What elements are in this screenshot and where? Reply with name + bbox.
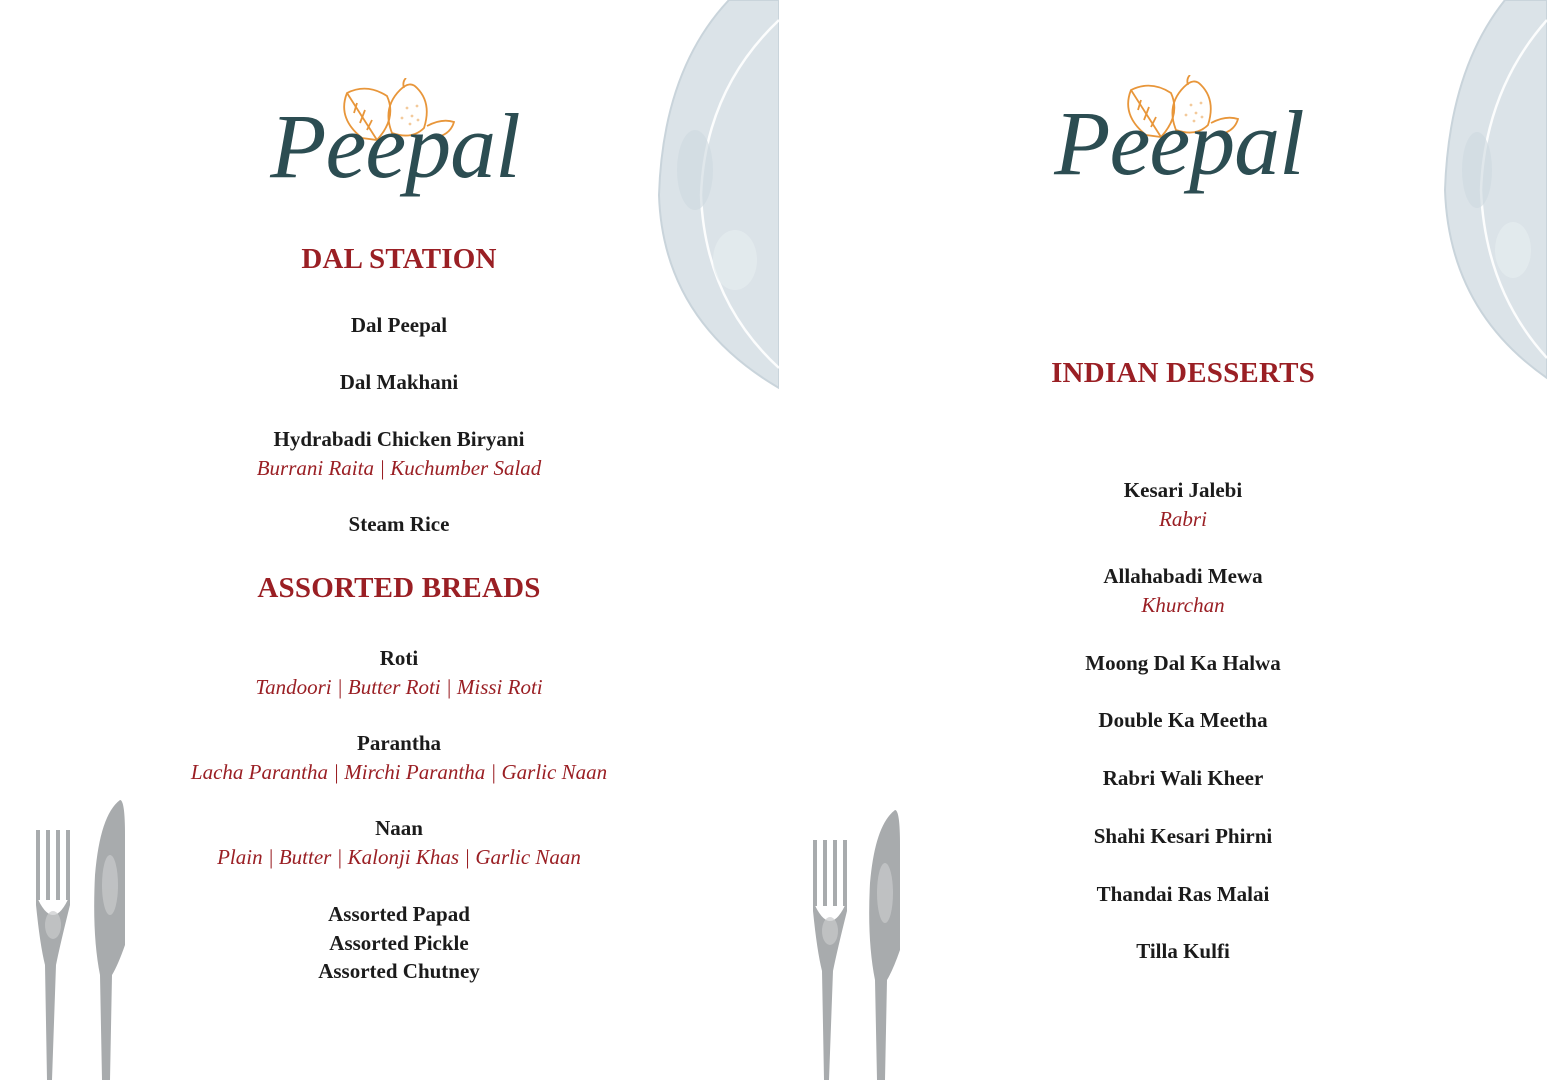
menu-item: Roti Tandoori | Butter Roti | Missi Roti	[255, 646, 543, 699]
menu-item: Double Ka Meetha	[1098, 708, 1268, 732]
menu-item: Moong Dal Ka Halwa	[1085, 651, 1281, 675]
logo-wordmark: Peepal	[1054, 92, 1304, 194]
menu-item: Shahi Kesari Phirni	[1093, 824, 1273, 848]
section-title-indian-desserts: INDIAN DESSERTS	[1051, 357, 1315, 389]
menu-item: Allahabadi Mewa Khurchan	[1103, 564, 1263, 617]
menu-item: Dal Peepal	[350, 313, 448, 337]
menu-item: Naan Plain | Butter | Kalonji Khas | Garlic Naan	[217, 816, 581, 869]
menu-item: Rabri Wali Kheer	[1102, 766, 1264, 790]
menu-item: Steam Rice	[348, 512, 450, 536]
menu-item: Parantha Lacha Parantha | Mirchi Parantha | Garlic Naan	[190, 731, 608, 784]
peepal-logo	[270, 78, 520, 208]
plate-illustration	[1443, 0, 1547, 380]
menu-item: Tilla Kulfi	[1136, 939, 1230, 963]
logo-wordmark: Peepal	[270, 95, 520, 197]
menu-page-right	[779, 0, 1547, 1080]
menu-item: Kesari Jalebi Rabri	[1123, 478, 1243, 531]
menu-item: Dal Makhani	[339, 370, 459, 394]
section-title-assorted-breads: ASSORTED BREADS	[257, 572, 541, 604]
peepal-logo	[1054, 75, 1304, 205]
menu-item: Thandai Ras Malai	[1096, 882, 1270, 906]
menu-item: Hydrabadi Chicken Biryani Burrani Raita | Kuchumber Salad	[256, 427, 542, 480]
menu-item: Assorted Papad Assorted Pickle Assorted Chutney	[318, 902, 480, 983]
section-title-dal-station: DAL STATION	[301, 243, 497, 275]
